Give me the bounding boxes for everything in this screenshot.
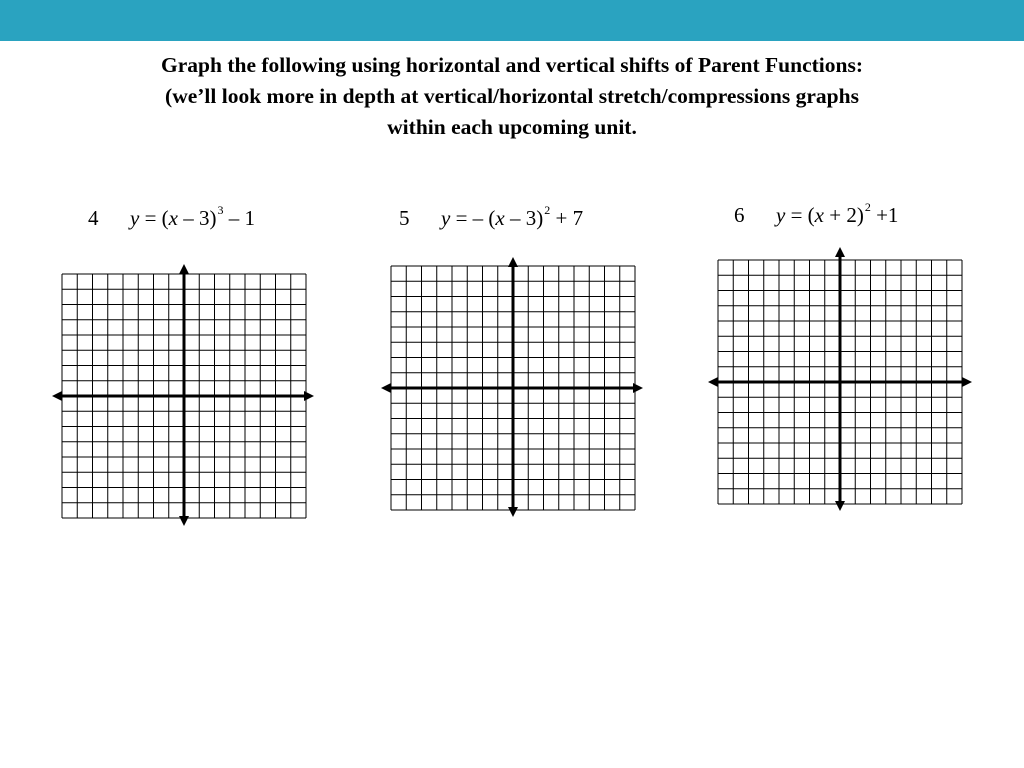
eq-tail: + 7 <box>555 206 584 230</box>
eq-exponent: 3 <box>217 203 224 217</box>
equation <box>441 203 584 230</box>
problem-6-label <box>734 200 898 228</box>
coordinate-grid-6[interactable] <box>706 245 974 513</box>
title-line-1: Graph the following using horizontal and vertical shifts of Parent Functions: <box>161 53 863 77</box>
arrow-up-icon <box>179 264 189 274</box>
arrow-down-icon <box>179 516 189 526</box>
equation <box>776 200 899 227</box>
arrow-up-icon <box>508 257 518 267</box>
eq-tail: – 1 <box>228 206 255 230</box>
eq-rest: + 2) <box>829 203 864 227</box>
eq-exponent: 2 <box>864 200 871 214</box>
arrow-left-icon <box>381 383 391 393</box>
title-line-3: within each upcoming unit. <box>387 115 637 139</box>
eq-rest: – 3) <box>510 206 544 230</box>
arrow-down-icon <box>508 507 518 517</box>
eq-x: x <box>168 206 178 230</box>
eq-exponent: 2 <box>544 203 551 217</box>
eq-y: y <box>441 206 451 230</box>
coordinate-grid-4[interactable] <box>50 262 316 528</box>
problem-number: 6 <box>734 203 745 227</box>
arrow-left-icon <box>708 377 718 387</box>
eq-x: x <box>814 203 824 227</box>
arrow-down-icon <box>835 501 845 511</box>
arrow-right-icon <box>304 391 314 401</box>
problem-number: 4 <box>88 206 99 230</box>
eq-op: = ( <box>144 206 169 230</box>
eq-tail: +1 <box>876 203 899 227</box>
problem-number: 5 <box>399 206 410 230</box>
page-title <box>40 50 984 143</box>
eq-y: y <box>776 203 786 227</box>
eq-y: y <box>130 206 140 230</box>
eq-op: = – ( <box>455 206 496 230</box>
eq-op: = ( <box>790 203 815 227</box>
arrow-right-icon <box>633 383 643 393</box>
arrow-right-icon <box>962 377 972 387</box>
problem-5-label <box>399 203 583 231</box>
eq-x: x <box>495 206 505 230</box>
arrow-up-icon <box>835 247 845 257</box>
eq-rest: – 3) <box>183 206 217 230</box>
coordinate-grid-5[interactable] <box>379 255 645 519</box>
arrow-left-icon <box>52 391 62 401</box>
equation <box>130 203 255 230</box>
header-bar <box>0 0 1024 41</box>
title-line-2: (we’ll look more in depth at vertical/horizontal stretch/compressions graphs <box>165 84 859 108</box>
problem-4-label <box>88 203 255 231</box>
